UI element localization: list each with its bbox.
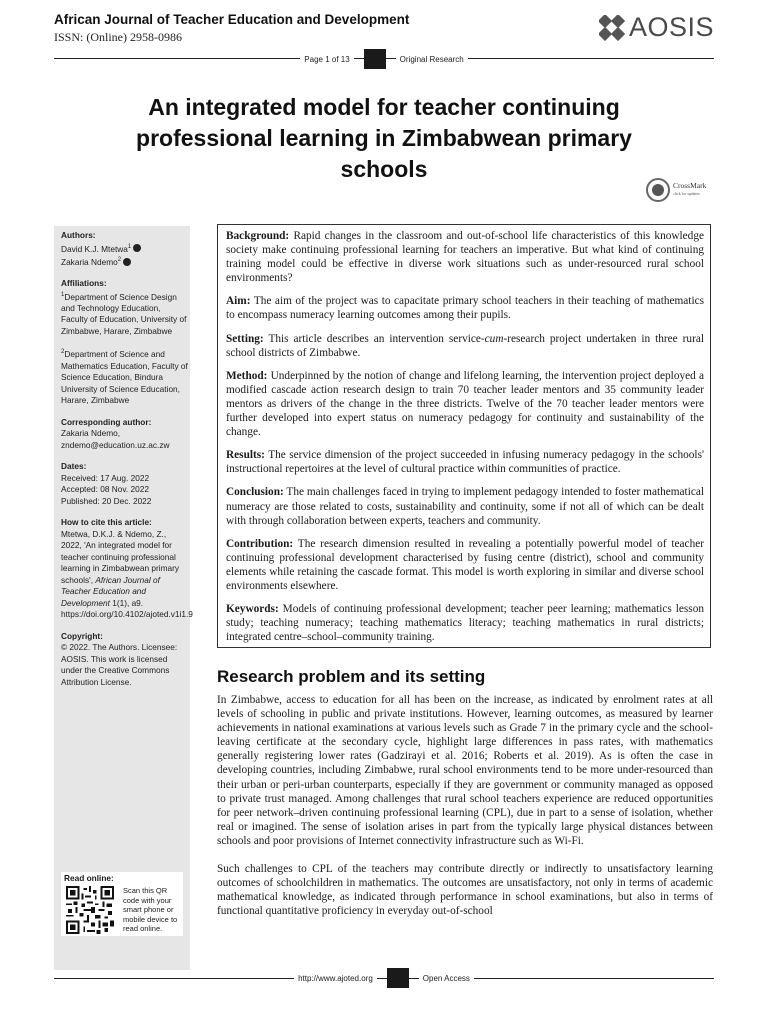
abstract-aim: Aim: The aim of the project was to capacitate primary school teachers in their teaching of mathematics to encompass numeracy learning outcomes among their pupils.	[226, 295, 704, 322]
affiliations-label: Affiliations:	[61, 278, 107, 289]
crossmark-label: CrossMark	[673, 181, 707, 190]
aosis-logo[interactable]	[599, 12, 714, 43]
body-paragraph-1: In Zimbabwe, access to education for all has been on the increase, as indicated by enrolment rates at all levels of schooling in public and private institutions. However, learning outcomes, as measured by learner achievements in national examinations at various levels such as Grade 7 in the primary cycle and the school-leaving certificate at the secondary cycle, highlight large differences in pass rates, with mathematics generally registering lower rates (Gadzirayi et al. 2016; Roberts et al. 2019). As is often the case in developing countries, including Zimbabwe, rural school environments tend to be more under-resourced than their urban or peri-urban counterparts, especially if they are government or community managed as opposed to private trust managed. Among challenges that rural school teachers experience are reduced opportunities for peer network–driven continuing professional learning (CPL), due in part to a sense of isolation, whether real or imagined. The sense of isolation arises in part from the typically large physical distances between schools and poor provisions of Internet connectivity infrastructure such as Wi-Fi.	[217, 694, 713, 847]
abstract	[226, 229, 704, 653]
abstract-background: Background: Rapid changes in the classroom and out-of-school life characteristics of this knowledge society make continuing professional learning for teachers an imperative. But what kind of continuing training model could be effective in diverse work situations such as under-resourced rural school environments?	[226, 230, 704, 285]
authors-label: Authors:	[61, 230, 96, 240]
article-type: Original Research	[396, 55, 468, 64]
abstract-conclusion: Conclusion: The main challenges faced in trying to implement pedagogy intended to foster mathematical numeracy are those related to costs, sustainability and continuity, some if not all of which can be dealt with through collaboration between experts, teachers and community.	[226, 486, 705, 527]
author-1: David K.J. Mtetwa$^1$	[61, 242, 189, 255]
crossmark-sub: click for updates	[673, 191, 700, 196]
abstract-setting: Setting: This article describes an intervention service-cum-research project undertaken in three rural school districts of Zimbabwe.	[226, 332, 704, 359]
journal-title: African Journal of Teacher Education and Development	[54, 12, 410, 27]
crossmark-icon	[646, 178, 670, 202]
affiliation-1: $^1$Department of Science Design and Technology Education, Faculty of Education, University of Zimbabwe, Harare, Zimbabwe	[61, 291, 187, 336]
date-received: Received: 17 Aug. 2022	[61, 472, 150, 483]
read-online-label: Read online:	[64, 873, 114, 883]
copyright-text: © 2022. The Authors. Licensee: AOSIS. This work is licensed under the Creative Commons Attribution License.	[61, 642, 178, 687]
corresponding-name: Zakaria Ndemo,	[61, 428, 121, 439]
affiliation-2: $^2$Department of Science and Mathematics Education, Faculty of Science Education, Bindura University of Science Education, Harare, Zimbabwe	[61, 349, 188, 406]
cite-label: How to cite this article:	[61, 517, 152, 528]
abstract-method: Method: Underpinned by the notion of change and lifelong learning, the intervention project deployed a modified cascade action research design to train 70 teacher leader mentors and 35 community leader mentors as drivers of the change in the three districts. Twelve of the 70 teacher leader mentors were further developed into expert status on numeracy pedagogy for continuity and sustainability of the change.	[226, 369, 704, 439]
footer-block	[387, 968, 409, 988]
copyright-label: Copyright:	[61, 630, 103, 641]
article-title: An integrated model for teacher continuing professional learning in Zimbabwean primary schools	[136, 94, 632, 182]
date-published: Published: 20 Dec. 2022	[61, 495, 152, 506]
crossmark-badge[interactable]	[646, 178, 706, 202]
footer-access: Open Access	[419, 974, 474, 983]
qr-instructions: Scan this QR code with your smart phone or mobile device to read online.	[123, 886, 178, 933]
body-paragraph-2: Such challenges to CPL of the teachers may contribute directly or indirectly to unsatisfactory learning outcomes of schoolchildren in mathematics. The outcomes are unsatisfactory, not only in terms of academic mathematical knowledge, as indicated through performance in school examinations, but also in terms of functional quantitative proficiency in everyday out-of-school	[217, 863, 713, 918]
date-accepted: Accepted: 08 Nov. 2022	[61, 484, 149, 495]
abstract-contribution: Contribution: The research dimension resulted in revealing a potentially powerful model of teacher continuing professional development characterised by fusing centre (district), school and community elements while retaining the cascade format. This model is worth exploring in similar and diverse school environments elsewhere.	[226, 537, 704, 592]
qr-code-icon[interactable]	[66, 886, 114, 934]
issn: ISSN: (Online) 2958-0986	[54, 30, 182, 44]
body-text	[217, 693, 713, 932]
footer-url[interactable]: http://www.ajoted.org	[294, 974, 377, 983]
abstract-keywords: Keywords: Models of continuing professional development; teacher peer learning; mathematics lesson study; teaching numeracy; teaching mathematics literacy; teaching mathematics in rural districts; integrated centre–school–community training.	[226, 603, 704, 644]
corresponding-email[interactable]: zndemo@education.uz.ac.zw	[61, 439, 170, 450]
sidebar-content	[61, 230, 193, 698]
citation: Mtetwa, D.K.J. & Ndemo, Z., 2022, 'An integrated model for teacher continuing professional learning in Zimbabwean primary schools', African Journal of Teacher Education and Development 1(1), a9. https://doi.org/10.4102/ajoted.v1i1.9	[61, 528, 193, 620]
corresponding-label: Corresponding author:	[61, 416, 152, 427]
author-2: Zakaria Ndemo$^2$	[61, 255, 189, 268]
dates-label: Dates:	[61, 461, 87, 472]
header-meta	[0, 49, 768, 69]
citation-doi[interactable]: 1(1), a9. https://doi.org/10.4102/ajoted.v1i1.9	[61, 597, 193, 620]
aosis-logo-icon	[599, 15, 625, 41]
aosis-logo-text: AOSIS	[628, 12, 714, 42]
abstract-results: Results: The service dimension of the project succeeded in infusing numeracy pedagogy in the schools' instructional repertoires at the level of cultural practice within communities of practice.	[226, 449, 705, 476]
orcid-icon[interactable]	[123, 258, 131, 266]
orcid-icon[interactable]	[133, 244, 141, 252]
footer-meta	[0, 968, 768, 988]
page-number: Page 1 of 13	[300, 55, 353, 64]
header-block	[364, 49, 386, 69]
section-heading: Research problem and its setting	[217, 667, 486, 686]
